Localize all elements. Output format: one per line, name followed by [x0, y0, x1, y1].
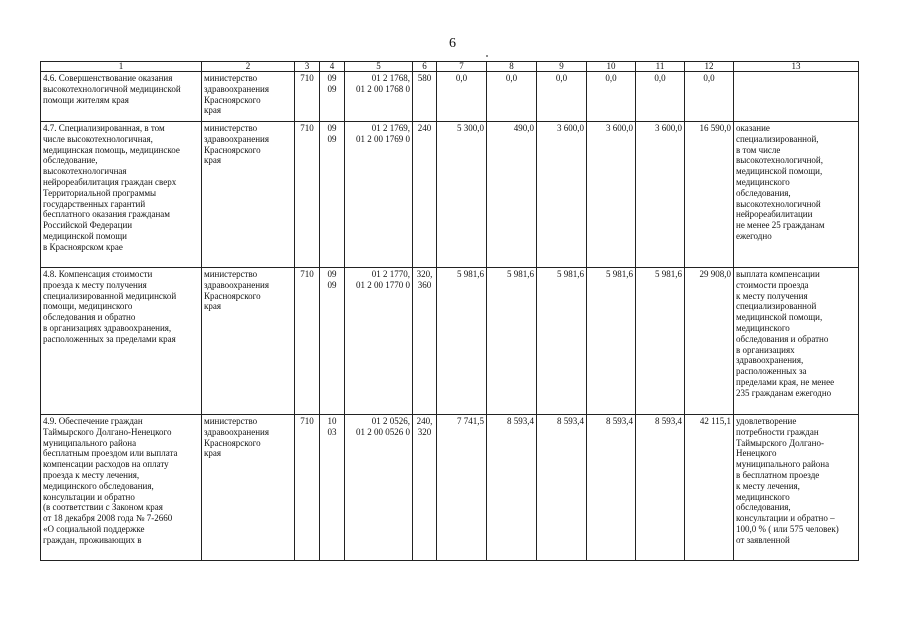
code-col3: 710 [295, 72, 320, 122]
header-cell: 11 [636, 62, 685, 72]
header-cell: 4 [320, 62, 345, 72]
code-col5: 01 2 1768, 01 2 00 1768 0 [345, 72, 413, 122]
header-cell: 12 [685, 62, 734, 72]
table-row [41, 268, 859, 415]
value-col11: 5 981,6 [636, 268, 685, 415]
header-cell: 9 [537, 62, 587, 72]
code-col4: 09 09 [320, 72, 345, 122]
code-col5: 01 2 1769, 01 2 00 1769 0 [345, 122, 413, 268]
value-col8: 0,0 [487, 72, 537, 122]
item-name: 4.7. Специализированная, в том числе высокотехнологичная, медицинская помощь, медицинское обследование, высокотехнологичная нейрореабилитация граждан сверх Территориальной программы государственных гарантий бесплатного оказания гражданам Российской Федерации медицинской помощи в Красноярском крае [41, 122, 202, 268]
value-col12: 16 590,0 [685, 122, 734, 268]
code-col3: 710 [295, 122, 320, 268]
header-cell: 8 [487, 62, 537, 72]
code-col6: 580 [413, 72, 437, 122]
value-col9: 3 600,0 [537, 122, 587, 268]
ministry: министерство здравоохранения Красноярского края [202, 72, 295, 122]
value-col10: 0,0 [587, 72, 636, 122]
result-text: удовлетворение потребности граждан Таймырского Долгано- Ненецкого муниципального района в бесплатном проезде к месту лечения, медицинского обследования, консультации и обратно – 100,0 % ( или 575 человек) от заявленной [734, 415, 859, 561]
value-col7: 5 300,0 [437, 122, 487, 268]
value-col11: 8 593,4 [636, 415, 685, 561]
value-col9: 8 593,4 [537, 415, 587, 561]
code-col6: 240, 320 [413, 415, 437, 561]
header-cell: 7 [437, 62, 487, 72]
header-cell: 10 [587, 62, 636, 72]
value-col11: 3 600,0 [636, 122, 685, 268]
value-col7: 7 741,5 [437, 415, 487, 561]
header-cell: 13 [734, 62, 859, 72]
header-cell: 6 [413, 62, 437, 72]
code-col5: 01 2 1770, 01 2 00 1770 0 [345, 268, 413, 415]
code-col4: 09 09 [320, 122, 345, 268]
value-col7: 5 981,6 [437, 268, 487, 415]
code-col4: 09 09 [320, 268, 345, 415]
value-col9: 0,0 [537, 72, 587, 122]
table-row [41, 122, 859, 268]
header-cell: 5 [345, 62, 413, 72]
item-name: 4.8. Компенсация стоимости проезда к месту получения специализированной медицинской помощи, медицинского обследования и обратно в организациях здравоохранения, расположенных за пределами края [41, 268, 202, 415]
result-text [734, 72, 859, 122]
value-col8: 8 593,4 [487, 415, 537, 561]
result-text: оказание специализированной, в том числе высокотехнологичной, медицинской помощи, медицинского обследования, высокотехнологичной нейрореабилитации не менее 25 гражданам ежегодно [734, 122, 859, 268]
ministry: министерство здравоохранения Красноярского края [202, 268, 295, 415]
table-row [41, 72, 859, 122]
value-col12: 0,0 [685, 72, 734, 122]
header-row [41, 62, 859, 72]
code-col6: 240 [413, 122, 437, 268]
code-col6: 320, 360 [413, 268, 437, 415]
value-col8: 5 981,6 [487, 268, 537, 415]
value-col12: 42 115,1 [685, 415, 734, 561]
code-col3: 710 [295, 268, 320, 415]
result-text: выплата компенсации стоимости проезда к месту получения специализированной медицинской помощи, медицинского обследования и обратно в организациях здравоохранения, расположенных за пределами края, не менее 235 гражданам ежегодно [734, 268, 859, 415]
value-col10: 8 593,4 [587, 415, 636, 561]
value-col9: 5 981,6 [537, 268, 587, 415]
page-number: 6 [449, 36, 456, 51]
code-col4: 10 03 [320, 415, 345, 561]
value-col10: 5 981,6 [587, 268, 636, 415]
header-cell: 2 [202, 62, 295, 72]
code-col3: 710 [295, 415, 320, 561]
value-col8: 490,0 [487, 122, 537, 268]
ministry: министерство здравоохранения Красноярского края [202, 122, 295, 268]
item-name: 4.9. Обеспечение граждан Таймырского Долгано-Ненецкого муниципального района бесплатным проездом или выплата компенсации расходов на оплату проезда к месту лечения, медицинского обследования, консультации и обратно (в соответствии с Законом края от 18 декабря 2008 года № 7-2660 «О социальной поддержке граждан, проживающих в [41, 415, 202, 561]
ministry: министерство здравоохранения Красноярского края [202, 415, 295, 561]
value-col10: 3 600,0 [587, 122, 636, 268]
program-table [40, 61, 859, 561]
code-col5: 01 2 0526, 01 2 00 0526 0 [345, 415, 413, 561]
scan-speck [486, 55, 488, 57]
value-col12: 29 908,0 [685, 268, 734, 415]
item-name: 4.6. Совершенствование оказания высокотехнологичной медицинской помощи жителям края [41, 72, 202, 122]
value-col7: 0,0 [437, 72, 487, 122]
value-col11: 0,0 [636, 72, 685, 122]
table-row [41, 415, 859, 561]
header-cell: 3 [295, 62, 320, 72]
header-cell: 1 [41, 62, 202, 72]
